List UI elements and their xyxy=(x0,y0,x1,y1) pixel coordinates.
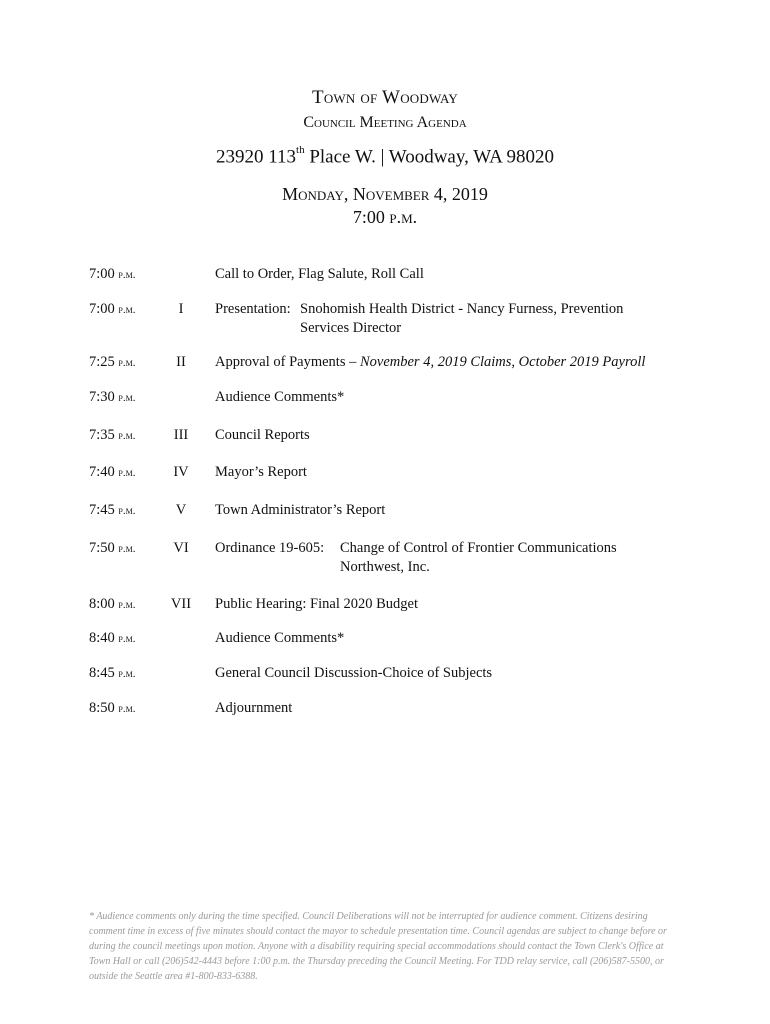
agenda-time: 7:50 p.m. xyxy=(89,540,136,556)
agenda-item-label: Ordinance 19-605: xyxy=(215,540,325,556)
agenda-time: 8:40 p.m. xyxy=(89,630,136,646)
agenda-time: 8:00 p.m. xyxy=(89,596,136,612)
agenda-time: 8:45 p.m. xyxy=(89,665,136,681)
address-rest: Place W. | Woodway, WA 98020 xyxy=(304,146,555,168)
agenda-description: Public Hearing: Final 2020 Budget xyxy=(215,596,418,612)
meeting-address xyxy=(0,146,770,168)
agenda-description: Approval of Payments – November 4, 2019 Claims, October 2019 Payroll xyxy=(215,354,646,370)
agenda-number: V xyxy=(175,502,187,518)
town-name: Town of Woodway xyxy=(312,87,458,108)
agenda-time: 7:00 p.m. xyxy=(89,301,136,317)
meeting-time-ampm: p.m. xyxy=(389,207,418,227)
footer-note: * Audience comments only during the time specified. Council Deliberations will not be interrupted for audience comment. Citizens desiring comment time in excess of five minutes should contact the mayor to schedule presentation time. Council agendas are subject to change before or during the council meetings upon motion. Anyone with a disability requiring special accommodations should contact the Town Clerk's Office at Town Hall or call (206)542-4443 before 1:00 p.m. the Thursday preceding the Council Meeting. For TDD relay service, call (206)587-5500, or outside the Seattle area #1-800-833-6388. xyxy=(89,911,667,982)
agenda-description: Audience Comments* xyxy=(215,389,345,405)
agenda-time: 7:45 p.m. xyxy=(89,502,136,518)
agenda-time: 7:25 p.m. xyxy=(89,354,136,370)
agenda-item-text: Snohomish Health District - Nancy Furness, Prevention Services Director xyxy=(300,301,624,336)
agenda-description: Adjournment xyxy=(215,700,293,716)
agenda-description: Council Reports xyxy=(215,427,310,443)
agenda-description xyxy=(215,539,755,577)
agenda-number: IV xyxy=(173,464,189,480)
agenda-description: Call to Order, Flag Salute, Roll Call xyxy=(215,266,424,282)
address-number: 23920 113 xyxy=(215,146,297,168)
address-ordinal: th xyxy=(296,144,305,156)
agenda-time: 7:30 p.m. xyxy=(89,389,136,405)
agenda-number: VI xyxy=(173,540,189,556)
meeting-date: Monday, November 4, 2019 xyxy=(282,184,488,204)
agenda-time: 7:40 p.m. xyxy=(89,464,136,480)
agenda-number: I xyxy=(178,301,184,317)
meeting-time xyxy=(0,207,770,228)
agenda-description: Town Administrator’s Report xyxy=(215,502,386,518)
agenda-number: VII xyxy=(170,596,192,612)
agenda-time: 7:00 p.m. xyxy=(89,266,136,282)
agenda-item-label: Presentation: xyxy=(215,301,291,317)
agenda-description: Audience Comments* xyxy=(215,630,345,646)
agenda-subtitle: Council Meeting Agenda xyxy=(303,114,467,131)
agenda-description: Mayor’s Report xyxy=(215,464,307,480)
agenda-number: II xyxy=(176,354,186,370)
meeting-time-number: 7:00 xyxy=(352,207,390,227)
agenda-item-italic: November 4, 2019 Claims, October 2019 Payroll xyxy=(359,354,646,370)
agenda-description xyxy=(215,300,755,338)
agenda-time: 8:50 p.m. xyxy=(89,700,136,716)
agenda-time: 7:35 p.m. xyxy=(89,427,136,443)
agenda-number: III xyxy=(173,427,189,443)
agenda-item-text: Change of Control of Frontier Communications Northwest, Inc. xyxy=(340,540,617,575)
agenda-description: General Council Discussion-Choice of Subjects xyxy=(215,665,493,681)
